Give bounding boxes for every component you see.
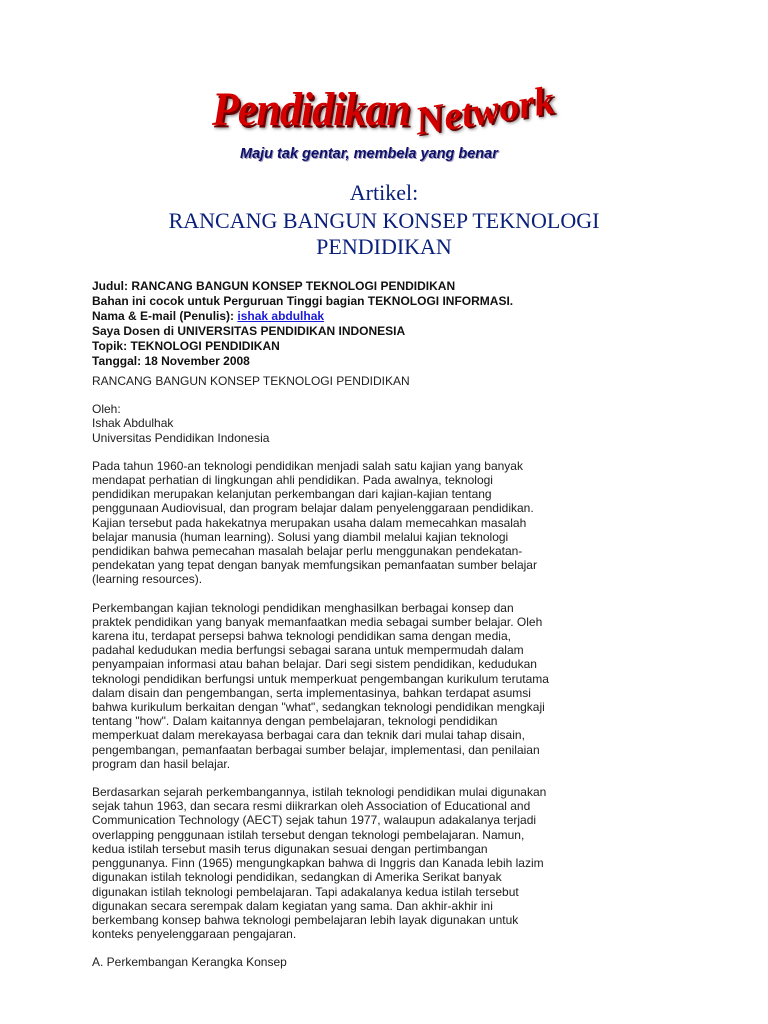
body-paragraph-2: Perkembangan kajian teknologi pendidikan menghasilkan berbagai konsep dan praktek pendidikan yang banyak memanfaatkan media sebagai sumber belajar. Oleh karena itu, terdapat persepsi bahwa teknologi pendidikan sama dengan media, padahal kedudukan media berfungsi sebagai sarana untuk mempermudah dalam penyampaian informasi atau bahan belajar. Dari segi sistem pendidikan, kedudukan teknologi pendidikan berfungsi untuk memperkuat pengembangan kurikulum terutama dalam disain dan pengembangan, serta implementasinya, bahkan terdapat asumsi bahwa kurikulum berkaitan dengan "what", sedangkan teknologi pendidikan mengkaji tentang "how". Dalam kaitannya dengan pembelajaran, teknologi pendidikan memperkuat dalam merekayasa berbagai cara dan teknik dari mulai tahap disain, pengembangan, pemanfaatan berbagai sumber belajar, implementasi, dan penilaian program dan hasil belajar. — [92, 600, 549, 771]
logo-network-text: Network — [411, 77, 558, 144]
meta-dosen: Saya Dosen di UNIVERSITAS PENDIDIKAN INDONESIA — [92, 324, 406, 338]
body-paragraph-3: Berdasarkan sejarah perkembangannya, istilah teknologi pendidikan mulai digunakan sejak tahun 1963, dan secara resmi diikrarkan oleh Association of Educational and Communication Technology (AECT) sejak tahun 1977, walaupun adakalanya terjadi overlapping penggunaan istilah tersebut dengan teknologi pembelajaran. Namun, kedua istilah tersebut masih terus digunakan sesuai dengan pertimbangan penggunanya. Finn (1965) mengungkapkan bahwa di Inggris dan Kanada lebih lazim digunakan istilah teknologi pendidikan, sedangkan di Amerika Serikat banyak digunakan istilah teknologi pembelajaran. Tapi adakalanya kedua istilah tersebut digunakan secara serempak dalam kegiatan yang sama. Dan akhir-akhir ini berkembang konsep bahwa teknologi pembelajaran lebih layak digunakan untuk konteks penyelenggaraan pengajaran. — [92, 785, 547, 942]
body-author: Oleh: Ishak Abdulhak Universitas Pendidikan Indonesia — [92, 402, 270, 445]
article-body — [92, 374, 702, 984]
author-email-link[interactable]: ishak abdulhak — [237, 309, 325, 323]
meta-nama-label: Nama & E-mail (Penulis): — [92, 309, 238, 323]
meta-nama — [92, 309, 712, 324]
article-meta — [92, 279, 712, 369]
site-logo — [212, 77, 558, 168]
body-heading: RANCANG BANGUN KONSEP TEKNOLOGI PENDIDIKAN — [92, 374, 410, 388]
meta-bahan: Bahan ini cocok untuk Perguruan Tinggi bagian TEKNOLOGI INFORMASI. — [92, 294, 514, 308]
logo-main-text: Pendidikan — [212, 83, 410, 136]
article-title-text: RANCANG BANGUN KONSEP TEKNOLOGI PENDIDIKAN — [168, 208, 600, 259]
meta-tanggal: Tanggal: 18 November 2008 — [92, 354, 250, 368]
article-label: Artikel: — [349, 180, 419, 205]
logo-tagline: Maju tak gentar, membela yang benar — [240, 146, 498, 162]
meta-judul: Judul: RANCANG BANGUN KONSEP TEKNOLOGI PENDIDIKAN — [92, 279, 456, 293]
article-title-block — [0, 180, 768, 260]
meta-topik: Topik: TEKNOLOGI PENDIDIKAN — [92, 339, 280, 353]
section-heading: A. Perkembangan Kerangka Konsep — [92, 955, 287, 970]
body-paragraph-1: Pada tahun 1960-an teknologi pendidikan menjadi salah satu kajian yang banyak mendapat perhatian di lingkungan ahli pendidikan. Pada awalnya, teknologi pendidikan merupakan kelanjutan perkembangan dari kajian-kajian tentang penggunaan Audiovisual, dan program belajar dalam penyelenggaraan pendidikan. Kajian tersebut pada hakekatnya merupakan usaha dalam memecahkan masalah belajar manusia (human learning). Solusi yang diambil melalui kajian teknologi pendidikan bahwa pemecahan masalah belajar perlu menggunakan pendekatan- pendekatan yang tepat dengan banyak memfungsikan pemanfaatan sumber belajar (learning resources). — [92, 458, 537, 587]
article-title — [0, 208, 768, 260]
